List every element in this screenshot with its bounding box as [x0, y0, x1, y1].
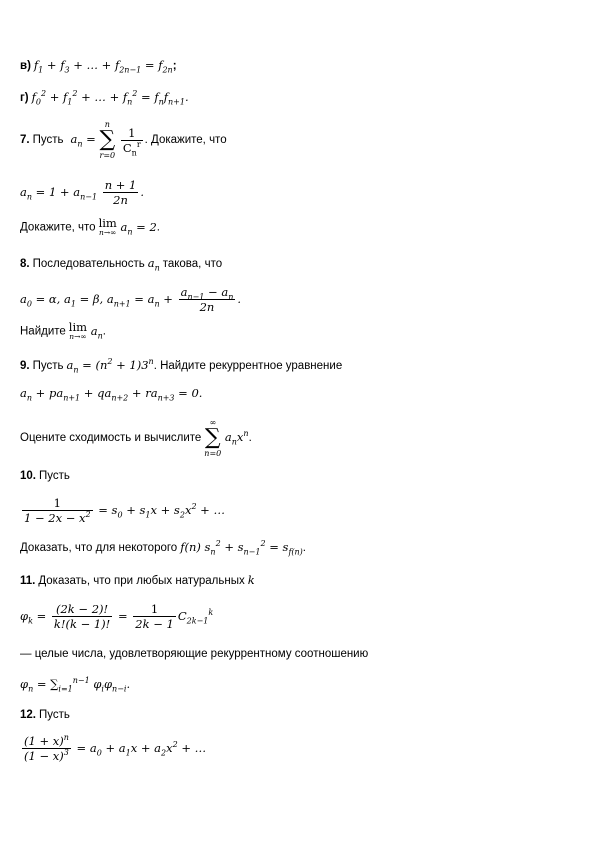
formula-10-claim: f(n) $s_n^2 + s_{n-1}^2 = s_{f(n)}$ [180, 539, 303, 557]
problem-9-estimate: Оцените сходимость и вычислите ∞ ∑ n=0 $a_nx^n$. [20, 418, 252, 458]
problem-10-prove: Доказать, что для некоторого f(n) $s_n^2 + s_{n-1}^2 = s_{f(n)}$. [20, 539, 306, 557]
formula-9-def: $a_n = (n^2 + 1)3^n$ [66, 357, 154, 375]
problem-number: 9. [20, 360, 30, 372]
problem-8: 8. Последовательность $a_n$ такова, что [20, 256, 223, 273]
formula-8: $a_0 = \alpha$, $a_1 = \beta$, $a_{n+1} = a_n$ + $\frac{a_{n-1} - a_n}{2n}$ . [20, 285, 242, 314]
problem-10: 10. Пусть [20, 470, 70, 482]
problem-11: 11. Доказать, что при любых натуральных k [20, 573, 255, 587]
problem-number: 10. [20, 470, 36, 482]
problem-9: 9. Пусть $a_n = (n^2 + 1)3^n$. Найдите рекуррентное уравнение [20, 357, 343, 375]
problem-7-prove: Докажите, что lim n→∞ $a_n = 2$. [20, 216, 160, 237]
problem-11-text: — целые числа, удовлетворяющие рекуррентному соотношению [20, 648, 369, 660]
problem-number: 8. [20, 258, 30, 270]
problem-number: 11. [20, 575, 36, 587]
item-label: г) [20, 92, 29, 104]
formula-12: $\frac{(1 + x)^n}{(1 - x)^3}$ = $a_0 + a_1x + a_2x^2$ + … [24, 733, 207, 763]
problem-8-find: Найдите lim n→∞ $a_n$. [20, 320, 106, 341]
formula-g: $f_0^2 + f_1^2$ + … + $f_n^2 = f_nf_{n+1}$. [31, 89, 189, 107]
problem-7: 7. Пусть $a_n$ = n ∑ r=0 $\frac{1}{C_n^r}$ . Докажите, что [20, 120, 227, 160]
formula-7-limit: lim n→∞ $a_n = 2$ [98, 216, 157, 237]
problem-12: 12. Пусть [20, 709, 70, 721]
formula-7-recurrence: $a_n = 1 + a_{n-1}$ $\frac{n + 1}{2n}$ . [20, 178, 145, 207]
formula-9-series: ∞ ∑ n=0 $a_nx^n$ [204, 418, 249, 458]
problem-number: 12. [20, 709, 36, 721]
formula-11-recurrence: $\varphi_n = \sum_{i=1}^{n-1}$ $\varphi_i\varphi_{n-i}$. [20, 676, 131, 694]
formula-11: $\varphi_k$ = $\frac{(2k - 2)!}{k!(k - 1)!}$ = $\frac{1}{2k - 1}$ $C_{2k-1}^k$ [20, 602, 214, 631]
formula-9: $a_n + pa_{n+1} + qa_{n+2} + ra_{n+3} = 0$. [20, 386, 203, 403]
item-label: в) [20, 60, 31, 72]
formula-10: $\frac{1}{1 - 2x - x^2}$ = $s_0 + s_1x + s_2x^2$ + … [24, 496, 225, 525]
problem-number: 7. [20, 134, 30, 146]
item-g [20, 90, 189, 105]
formula-v: $f_1 + f_3$ + … + $f_{2n-1} = f_{2n}$ [33, 58, 173, 75]
item-v: в) $f_1 + f_3$ + … + $f_{2n-1} = f_{2n}$; [20, 58, 177, 75]
formula-8-limit: lim n→∞ $a_n$ [68, 320, 103, 341]
formula-7-def: $a_n$ = n ∑ r=0 $\frac{1}{C_n^r}$ [70, 120, 141, 160]
